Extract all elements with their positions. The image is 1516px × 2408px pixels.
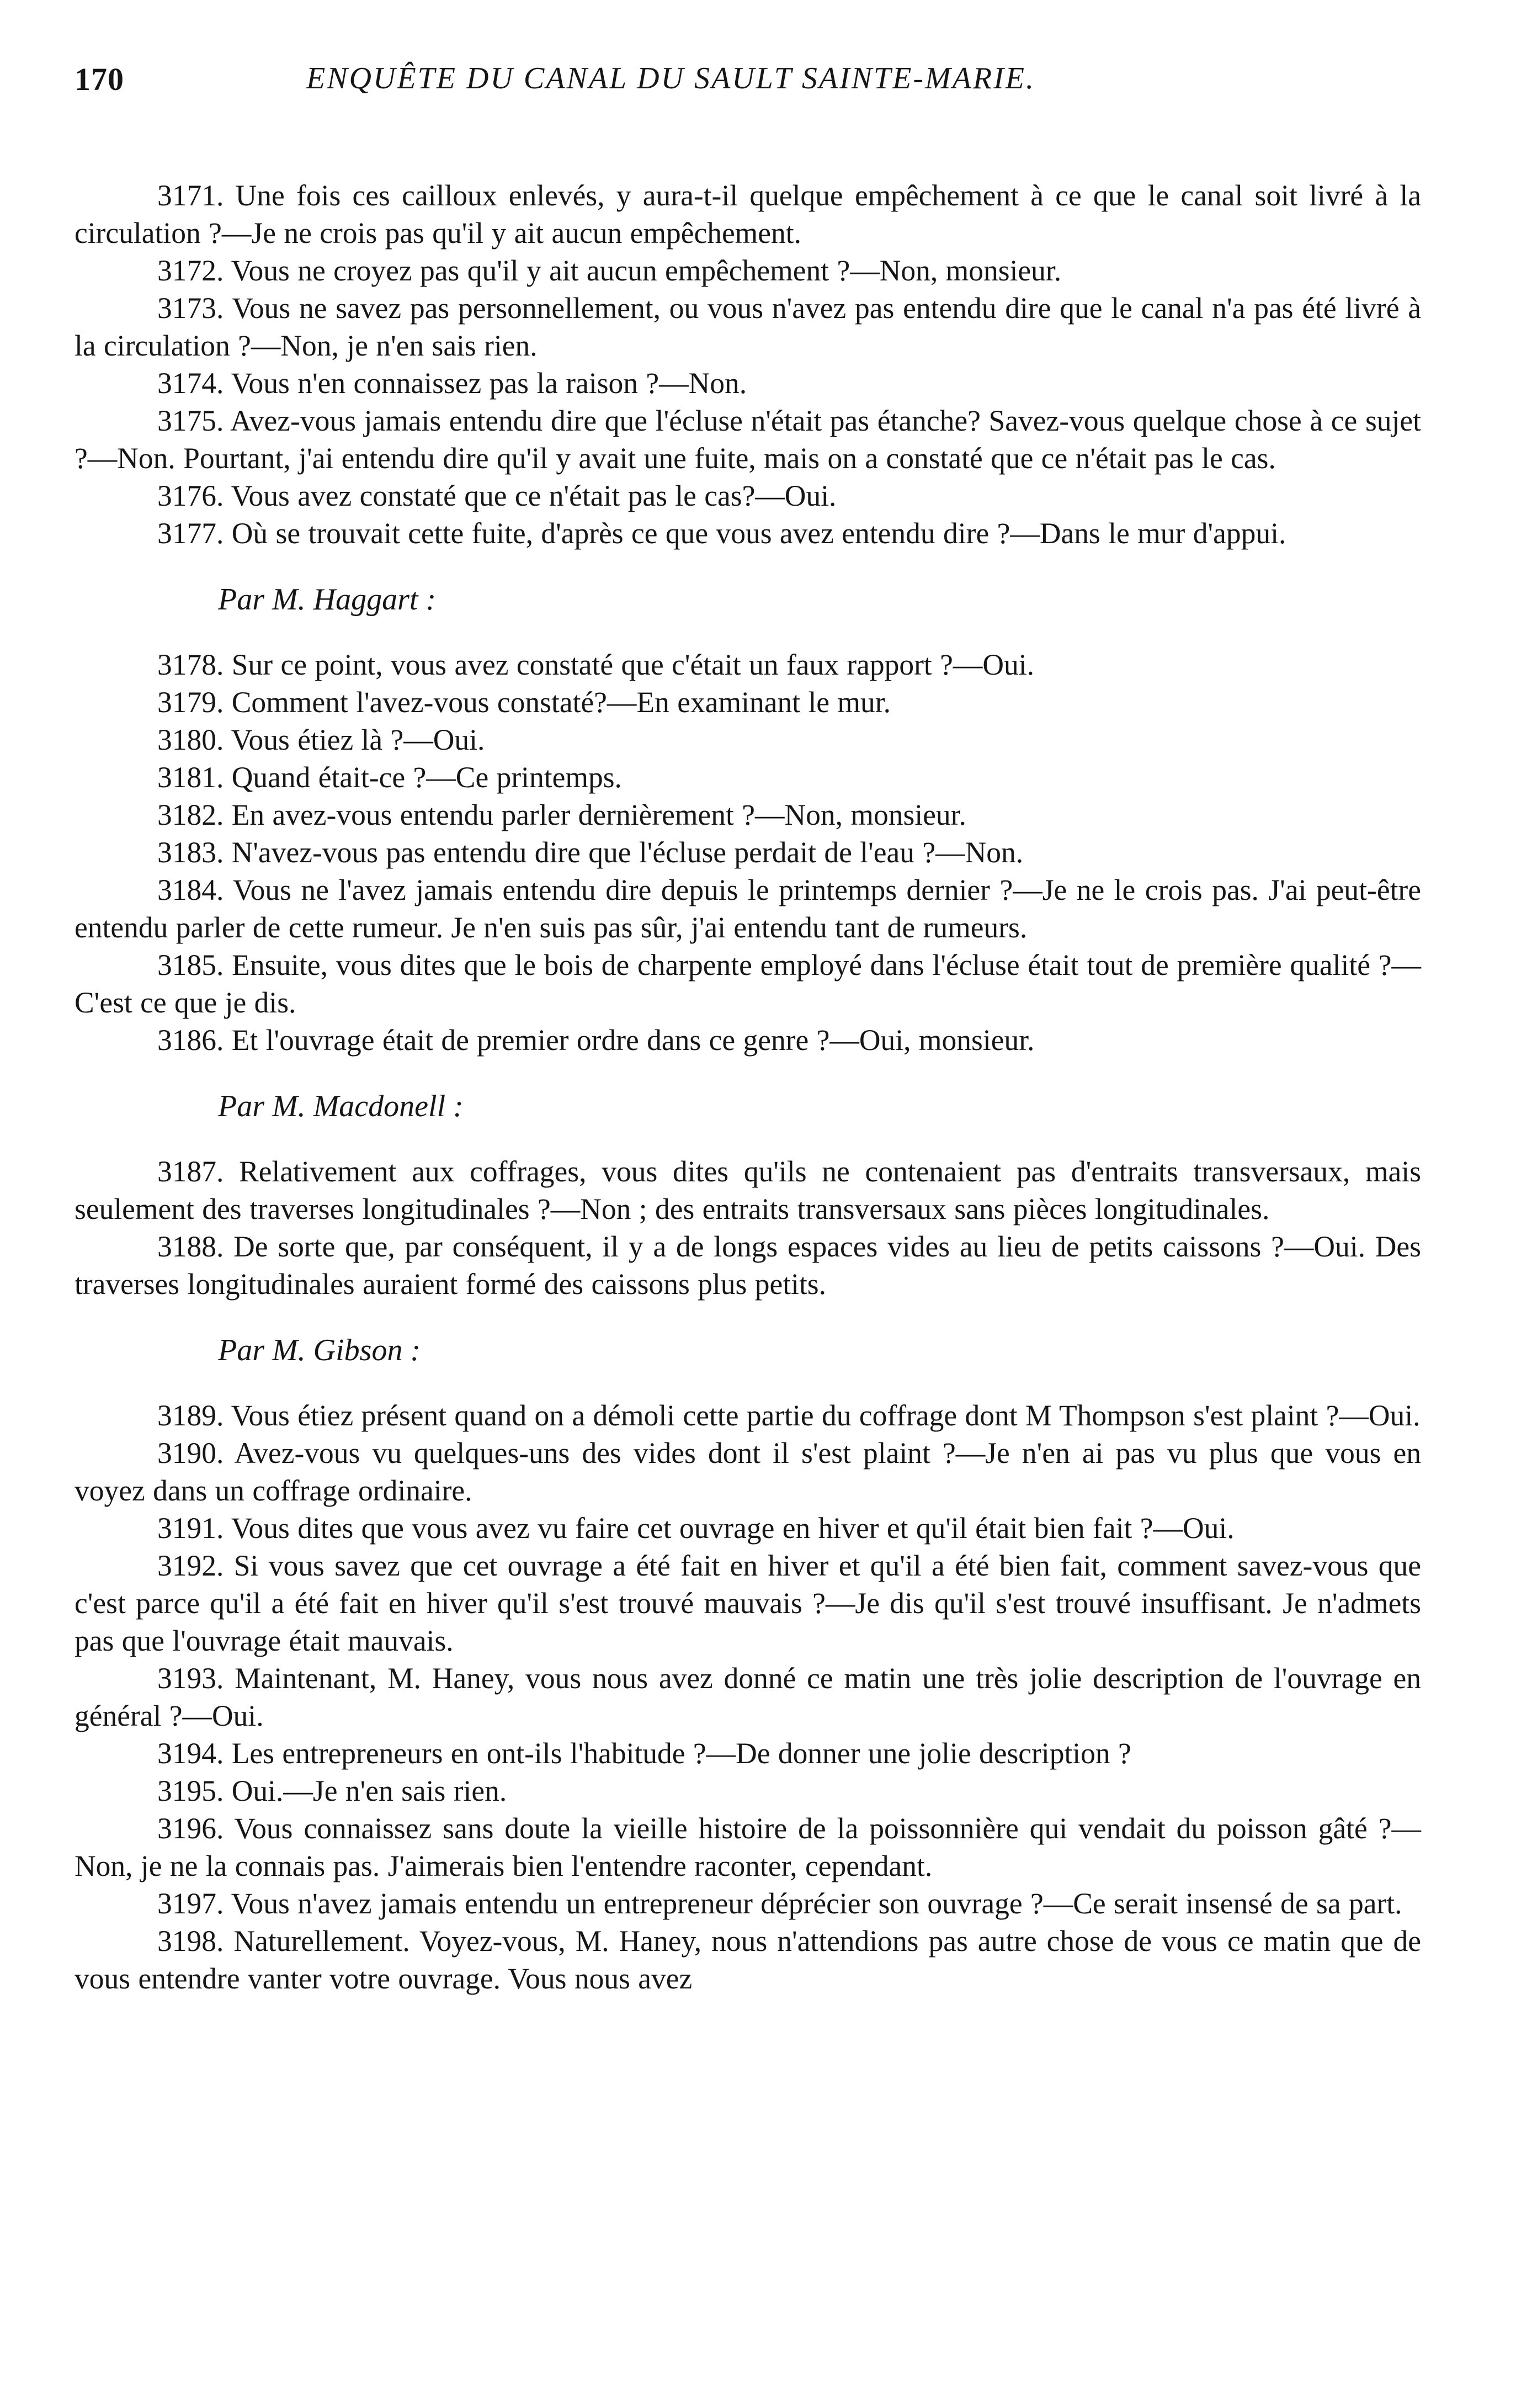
paragraph: 3195. Oui.—Je n'en sais rien. [157,1774,507,1807]
paragraph: 3194. Les entrepreneurs en ont-ils l'habitude ?—De donner une jolie description ? [157,1737,1131,1770]
paragraph: 3178. Sur ce point, vous avez constaté que c'était un faux rapport ?—Oui. [157,648,1035,681]
paragraph: 3180. Vous étiez là ?—Oui. [157,723,485,756]
paragraph: 3174. Vous n'en connaissez pas la raison ?—Non. [157,367,747,400]
page-number: 170 [75,61,124,97]
speaker-heading: Par M. Gibson : [218,1333,421,1367]
paragraph: 3183. N'avez-vous pas entendu dire que l'écluse perdait de l'eau ?—Non. [157,836,1024,869]
paragraph: 3171. Une fois ces cailloux enlevés, y aura-t-il quelque empêchement à ce que le canal soit livré à la circulation ?—Je ne crois pas qu'il y ait aucun empêchement. [75,179,1421,250]
paragraph: 3177. Où se trouvait cette fuite, d'après ce que vous avez entendu dire ?—Dans le mur d'appui. [157,517,1286,550]
paragraph: 3191. Vous dites que vous avez vu faire cet ouvrage en hiver et qu'il était bien fait ?—Oui. [157,1511,1235,1545]
document-page [75,55,1421,1997]
speaker-heading: Par M. Macdonell : [218,1089,464,1123]
paragraph: 3172. Vous ne croyez pas qu'il y ait aucun empêchement ?—Non, monsieur. [157,254,1062,287]
paragraph: 3175. Avez-vous jamais entendu dire que l'écluse n'était pas étanche? Savez-vous quelque chose à ce sujet ?—Non. Pourtant, j'ai entendu dire qu'il y avait une fuite, mais on a constaté que ce n'était pas le cas. [75,404,1421,475]
paragraph: 3190. Avez-vous vu quelques-uns des vides dont il s'est plaint ?—Je n'en ai pas vu plus que vous en voyez dans un coffrage ordinaire. [75,1436,1421,1507]
paragraph: 3193. Maintenant, M. Haney, vous nous avez donné ce matin une très jolie description de l'ouvrage en général ?—Oui. [75,1662,1421,1732]
document-body [75,177,1421,1997]
paragraph: 3196. Vous connaissez sans doute la vieille histoire de la poissonnière qui vendait du poisson gâté ?—Non, je ne la connais pas. J'aimerais bien l'entendre raconter, cependant. [75,1812,1421,1882]
paragraph: 3197. Vous n'avez jamais entendu un entrepreneur déprécier son ouvrage ?—Ce serait insensé de sa part. [157,1887,1402,1920]
page-header [75,55,1421,116]
paragraph: 3188. De sorte que, par conséquent, il y a de longs espaces vides au lieu de petits caissons ?—Oui. Des traverses longitudinales auraient formé des caissons plus petits. [75,1230,1421,1301]
paragraph: 3186. Et l'ouvrage était de premier ordre dans ce genre ?—Oui, monsieur. [157,1023,1035,1057]
paragraph: 3187. Relativement aux coffrages, vous dites qu'ils ne contenaient pas d'entraits transversaux, mais seulement des traverses longitudinales ?—Non ; des entraits transversaux sans pièces longitudinales. [75,1155,1421,1226]
paragraph: 3192. Si vous savez que cet ouvrage a été fait en hiver et qu'il a été bien fait, comment savez-vous que c'est parce qu'il a été fait en hiver qu'il s'est trouvé mauvais ?—Je dis qu'il s'est trouvé insuffisant. Je n'admets pas que l'ouvrage était mauvais. [75,1549,1421,1657]
paragraph: 3184. Vous ne l'avez jamais entendu dire depuis le printemps dernier ?—Je ne le crois pas. J'ai peut-être entendu parler de cette rumeur. Je n'en suis pas sûr, j'ai entendu tant de rumeurs. [75,873,1421,944]
speaker-heading: Par M. Haggart : [218,582,437,617]
running-title: ENQUÊTE DU CANAL DU SAULT SAINTE-MARIE. [306,61,1035,96]
paragraph: 3189. Vous étiez présent quand on a démoli cette partie du coffrage dont M Thompson s'est plaint ?—Oui. [157,1399,1421,1432]
paragraph: 3173. Vous ne savez pas personnellement, ou vous n'avez pas entendu dire que le canal n'a pas été livré à la circulation ?—Non, je n'en sais rien. [75,291,1421,362]
paragraph: 3185. Ensuite, vous dites que le bois de charpente employé dans l'écluse était tout de première qualité ?—C'est ce que je dis. [75,948,1421,1019]
paragraph: 3182. En avez-vous entendu parler dernièrement ?—Non, monsieur. [157,798,966,831]
paragraph: 3198. Naturellement. Voyez-vous, M. Haney, nous n'attendions pas autre chose de vous ce matin que de vous entendre vanter votre ouvrage. Vous nous avez [75,1924,1421,1995]
paragraph: 3176. Vous avez constaté que ce n'était pas le cas?—Oui. [157,479,837,512]
paragraph: 3179. Comment l'avez-vous constaté?—En examinant le mur. [157,686,891,719]
paragraph: 3181. Quand était-ce ?—Ce printemps. [157,761,622,794]
